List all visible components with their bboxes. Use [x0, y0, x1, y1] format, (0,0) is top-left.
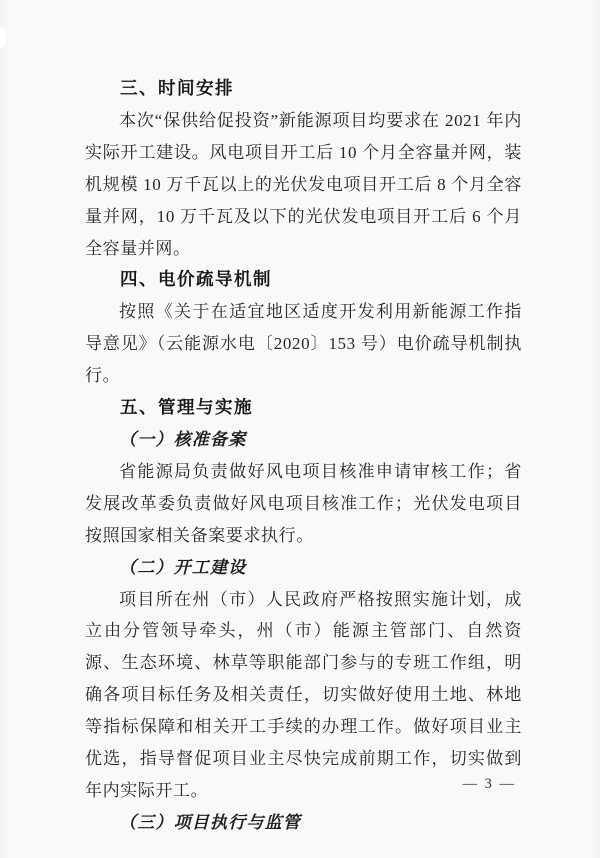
- section-heading-time-arrangement: 三、时间安排: [120, 78, 234, 98]
- subheading-approval-filing: （一）核准备案: [119, 429, 247, 449]
- paragraph-time-arrangement: 本次“保供给促投资”新能源项目均要求在 2021 年内实际开工建设。风电项目开工后 10 个月全容量并网，装机规模 10 万千瓦以上的光伏发电项目开工后 8 个月全容量并网，10 万千瓦及以下的光伏发电项目开工后 6 个月全容量并网。: [85, 110, 522, 258]
- paragraph-price-mechanism: 按照《关于在适宜地区适度开发利用新能源工作指导意见》（云能源水电〔2020〕153 号）电价疏导机制执行。: [85, 302, 522, 386]
- page-number: — 3 —: [462, 776, 516, 792]
- subheading-execution-supervision: （三）项目执行与监管: [119, 812, 301, 832]
- section-heading-price-mechanism: 四、电价疏导机制: [120, 269, 272, 290]
- paragraph-approval-filing: 省能源局负责做好风电项目核准申请审核工作；省发展改革委负责做好风电项目核准工作；光伏发电项目按照国家相关备案要求执行。: [85, 461, 522, 545]
- subheading-construction-start: （二）开工建设: [119, 557, 247, 577]
- document-content: [85, 73, 522, 839]
- scan-artifact: [0, 27, 6, 49]
- section-heading-management: 五、管理与实施: [120, 397, 253, 418]
- paragraph-construction-start: 项目所在州（市）人民政府严格按照实施计划，成立由分管领导牵头，州（市）能源主管部门、自然资源、生态环境、林草等职能部门参与的专班工作组，明确各项目标任务及相关责任，切实做好使用土地、林地等指标保障和相关开工手续的办理工作。做好项目业主优选，指导督促项目业主尽快完成前期工作，切实做到年内实际开工。: [85, 589, 522, 800]
